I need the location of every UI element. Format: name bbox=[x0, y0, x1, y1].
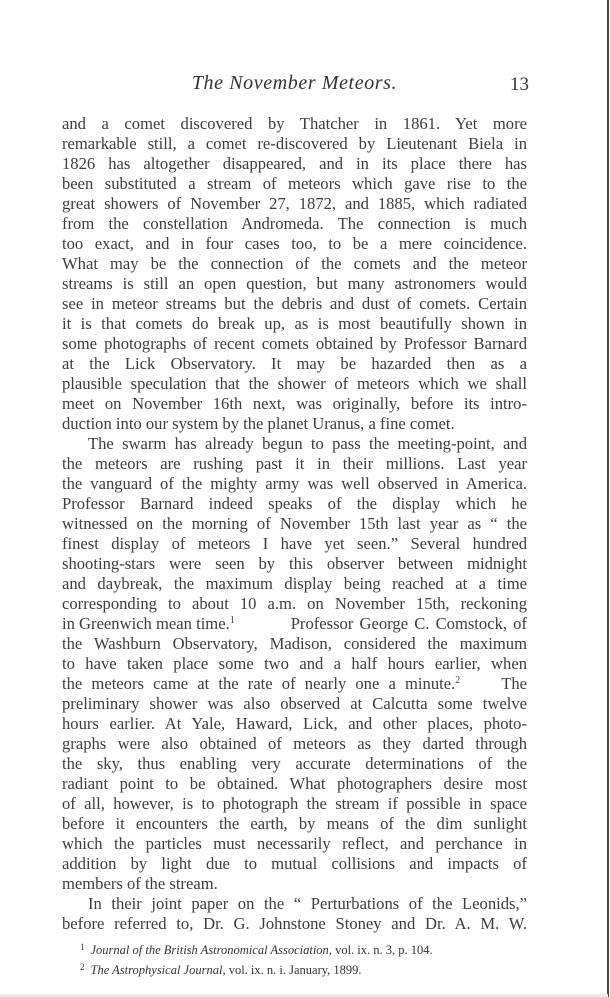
text-line: from the constellation Andromeda. The connection is much bbox=[62, 214, 527, 233]
text-line: see in meteor streams but the debris and dust of comets. Certain bbox=[62, 294, 527, 313]
page-number: 13 bbox=[510, 74, 529, 95]
text-line: before referred to, Dr. G. Johnstone Stoney and Dr. A. M. W. bbox=[62, 914, 527, 933]
page-header bbox=[62, 72, 527, 100]
text-segment-b: The bbox=[501, 674, 527, 693]
text-line: radiant point to be obtained. What photographers desire most bbox=[62, 774, 527, 793]
text-line: 1826 has altogether disappeared, and in its place there has bbox=[62, 154, 527, 173]
text-line: plausible speculation that the shower of meteors which we shall bbox=[62, 374, 527, 393]
text-line: finest display of meteors I have yet seen.” Several hundred bbox=[62, 534, 527, 553]
text-line: remarkable still, a comet re-discovered by Lieutenant Biela in bbox=[62, 134, 527, 153]
text-line: Professor Barnard indeed speaks of the display which he bbox=[62, 494, 527, 513]
text-line: and daybreak, the maximum display being reached at a time bbox=[62, 574, 527, 593]
footnote-citation: , vol. ix. n. 3, p. 104. bbox=[328, 943, 433, 957]
text-segment bbox=[62, 614, 235, 634]
text-line: it is that comets do break up, as is most beautifully shown in bbox=[62, 314, 527, 333]
text-line: streams is still an open question, but many astronomers would bbox=[62, 274, 527, 293]
text-line-with-footnote bbox=[62, 674, 527, 694]
text-line: corresponding to about 10 a.m. on November 15th, reckoning bbox=[62, 594, 527, 613]
footnote-ref-2[interactable]: 2 bbox=[455, 675, 461, 686]
body-text bbox=[62, 114, 527, 934]
text-line: duction into our system by the planet Uranus, a fine comet. bbox=[62, 414, 455, 433]
text-line: some photographs of recent comets obtained by Professor Barnard bbox=[62, 334, 527, 353]
footnotes bbox=[80, 939, 520, 979]
footnote-1 bbox=[80, 939, 520, 959]
text-segment-b: Professor George C. Comstock, of bbox=[290, 614, 527, 633]
text-line: members of the stream. bbox=[62, 874, 218, 893]
text-line: hours earlier. At Yale, Haward, Lick, and other places, photo- bbox=[62, 714, 527, 733]
text-line: and a comet discovered by Thatcher in 1861. Yet more bbox=[62, 114, 527, 133]
text-line-with-footnote bbox=[62, 614, 527, 634]
text-line: too exact, and in four cases too, to be a mere coincidence. bbox=[62, 234, 527, 253]
page-edge-shadow bbox=[607, 0, 609, 997]
running-title: The November Meteors. bbox=[191, 72, 398, 94]
text-line: preliminary shower was also observed at Calcutta some twelve bbox=[62, 694, 527, 713]
footnote-mark: 1 bbox=[80, 942, 85, 952]
text-line: What may be the connection of the comets and the meteor bbox=[62, 254, 527, 273]
text-line: been substituted a stream of meteors which gave rise to the bbox=[62, 174, 527, 193]
text-line: meet on November 16th next, was originally, before its intro- bbox=[62, 394, 527, 413]
text-line: great showers of November 27, 1872, and 1885, which radiated bbox=[62, 194, 527, 213]
text-line: the meteors are rushing past it in their millions. Last year bbox=[62, 454, 527, 473]
text-segment bbox=[62, 674, 460, 694]
text-line: before it encounters the earth, by means of the dim sunlight bbox=[62, 814, 527, 833]
text-line: the Washburn Observatory, Madison, considered the maximum bbox=[62, 634, 527, 653]
text-line: which the particles must necessarily reflect, and perchance in bbox=[62, 834, 527, 853]
text-line: graphs were also obtained of meteors as they darted through bbox=[62, 734, 527, 753]
footnote-citation: , vol. ix. n. i. January, 1899. bbox=[222, 963, 362, 977]
paragraph-start-line: In their joint paper on the “ Perturbations of the Leonids,” bbox=[88, 894, 527, 913]
text-line: to have taken place some two and a half hours earlier, when bbox=[62, 654, 527, 673]
text-line: shooting-stars were seen by this observer between midnight bbox=[62, 554, 527, 573]
text-line: of all, however, is to photograph the stream if possible in space bbox=[62, 794, 527, 813]
paragraph-start-line: The swarm has already begun to pass the meeting-point, and bbox=[88, 434, 527, 453]
text-line: witnessed on the morning of November 15th last year as “ the bbox=[62, 514, 527, 533]
text-line: the vanguard of the mighty army was well observed in America. bbox=[62, 474, 527, 493]
footnote-source-title: The Astrophysical Journal bbox=[90, 963, 223, 977]
text-segment-a: the meteors came at the rate of nearly one a minute. bbox=[62, 674, 456, 693]
footnote-ref-1[interactable]: 1 bbox=[229, 615, 235, 626]
text-line: addition by light due to mutual collisions and impacts of bbox=[62, 854, 527, 873]
footnote-2 bbox=[80, 959, 520, 979]
footnote-mark: 2 bbox=[80, 962, 85, 972]
footnote-source-title: Journal of the British Astronomical Association bbox=[90, 943, 329, 957]
text-segment-a: in Greenwich mean time. bbox=[62, 614, 230, 633]
text-line: at the Lick Observatory. It may be hazarded then as a bbox=[62, 354, 527, 373]
text-line: the sky, thus enabling very accurate determinations of the bbox=[62, 754, 527, 773]
